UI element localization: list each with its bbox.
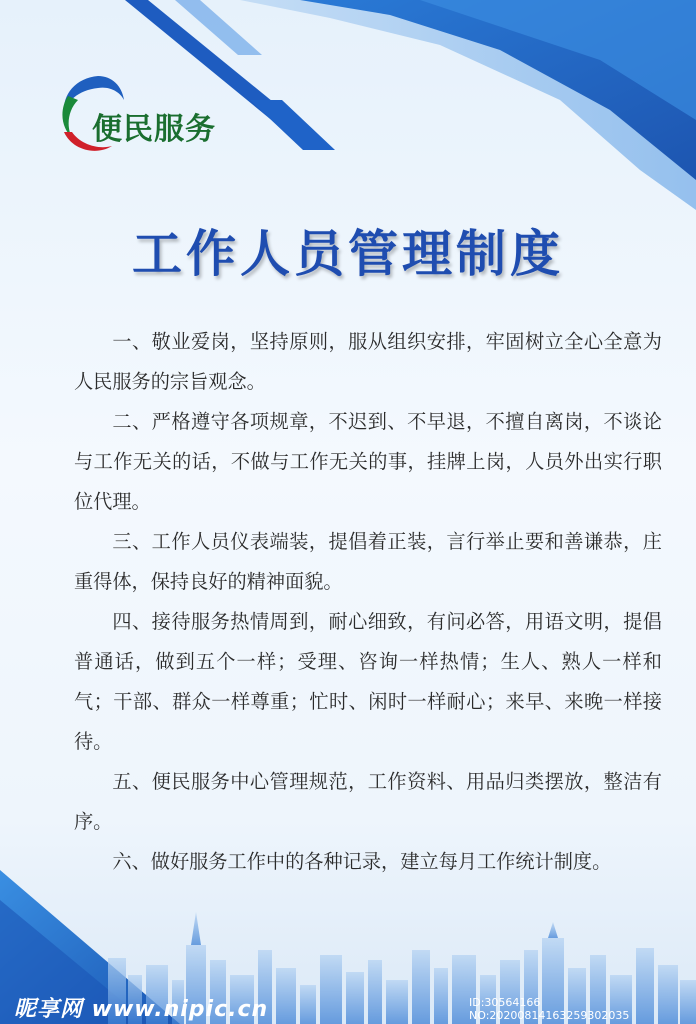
rule-paragraph-5: 五、便民服务中心管理规范，工作资料、用品归类摆放，整洁有序。	[74, 770, 662, 833]
rule-paragraph-3: 三、工作人员仪表端装，提倡着正装，言行举止要和善谦恭，庄重得体，保持良好的精神面貌。	[74, 530, 662, 593]
rule-paragraph-6: 六、做好服务工作中的各种记录，建立每月工作统计制度。	[112, 850, 612, 873]
rule-paragraph-2: 二、严格遵守各项规章，不迟到、不早退，不擅自离岗，不谈论与工作无关的话，不做与工作无关的事，挂牌上岗，人员外出实行职位代理。	[74, 410, 662, 513]
logo-text: 便民服务	[92, 112, 216, 147]
image-id-text: ID:30564166 NO:20200814163259302035	[469, 996, 630, 1022]
rule-paragraph-4: 四、接待服务热情周到，耐心细致，有问必答，用语文明，提倡普通话，做到五个一样；受理、咨询一样热情；生人、熟人一样和气；干部、群众一样尊重；忙时、闲时一样耐心；来早、来晚一样接待。	[74, 610, 662, 753]
rule-paragraph-1: 一、敬业爱岗，坚持原则，服从组织安排，牢固树立全心全意为人民服务的宗旨观念。	[74, 330, 662, 393]
watermark-text: 昵享网 www.nipic.cn	[14, 997, 269, 1022]
rules-body	[74, 322, 662, 882]
page-title: 工作人员管理制度	[132, 224, 564, 283]
